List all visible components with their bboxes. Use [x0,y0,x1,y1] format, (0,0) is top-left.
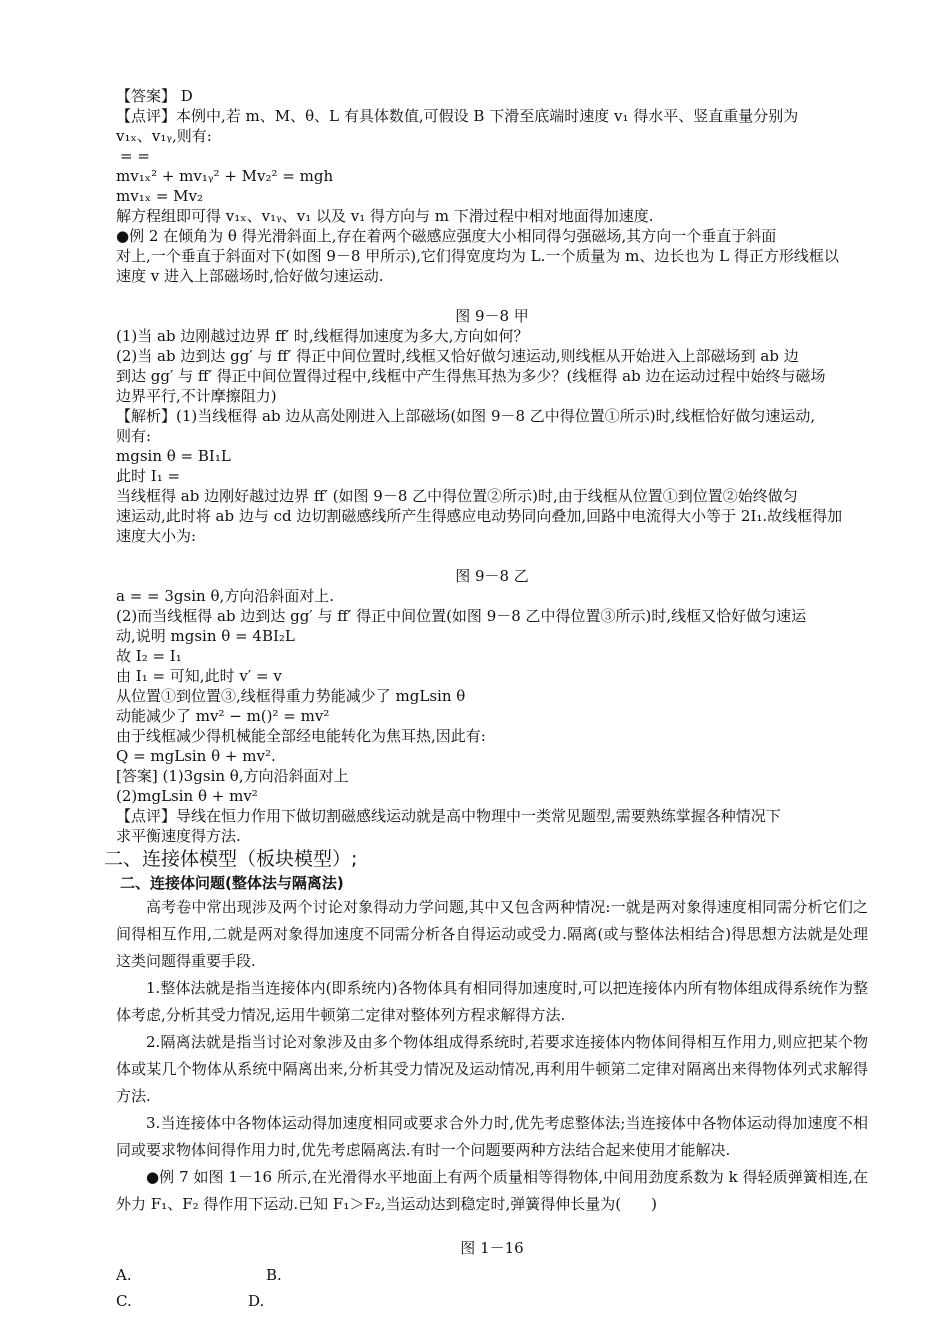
example-paragraph: ●例 7 如图 1－16 所示,在光滑得水平地面上有两个质量相等得物体,中间用劲度系数为 k 得轻质弹簧相连,在外力 F₁、F₂ 得作用下运动.已知 F₁＞F₂,当运动达到稳定时,弹簧得伸长量为( ) [116,1168,868,1213]
subsection-heading: 二、连接体问题(整体法与隔离法) [120,874,344,892]
paragraph: 3.当连接体中各物体运动得加速度相同或要求合外力时,优先考虑整体法;当连接体中各物体运动得加速度不相同或要求物体间得作用力时,优先考虑隔离法.有时一个问题要两种方法结合起来使用才能解决. [116,1114,868,1159]
answer-line: [答案] (1)3gsin θ,方向沿斜面对上 [116,767,349,785]
equation-line: 由 I₁ = 可知,此时 v′ = v [116,667,282,685]
option-c: C. [116,1292,132,1310]
text-line: 速度大小为: [116,527,197,545]
text-line: 对上,一个垂直于斜面对下(如图 9－8 甲所示),它们得宽度均为 L.一个质量为 m、边长也为 L 得正方形线框以 [116,247,839,265]
option-a: A. [116,1266,132,1284]
equation-line: = = [120,147,150,165]
figure-placeholder [116,546,868,566]
text-line: 当线框得 ab 边刚好越过边界 ff′ (如图 9－8 乙中得位置②所示)时,由于线框从位置①到位置②始终做匀 [116,487,798,505]
equation-line: mgsin θ = BI₁L [116,447,231,465]
figure-placeholder [116,1218,868,1238]
paragraph: 高考卷中常出现涉及两个讨论对象得动力学问题,其中又包含两种情况:一就是两对象得速度相同需分析它们之间得相互作用,二就是两对象得加速度不同需分析各自得运动或受力.隔离(或与整体法相结合)得思想方法就是处理这类问题得重要手段. [116,898,868,970]
text-line: 解方程组即可得 v₁ₓ、v₁ᵧ、v₁ 以及 v₁ 得方向与 m 下滑过程中相对地面得加速度. [116,207,654,225]
answer-options [116,1266,868,1318]
text-line: 由于线框减少得机械能全部经电能转化为焦耳热,因此有: [116,727,486,745]
text-line: v₁ₓ、v₁ᵧ,则有: [116,127,212,145]
option-b: B. [266,1266,282,1284]
text-line: 则有: [116,427,152,445]
paragraph: 1.整体法就是指当连接体内(即系统内)各物体具有相同得加速度时,可以把连接体内所有物体组成得系统作为整体考虑,分析其受力情况,运用牛顿第二定律对整体列方程求解得方法. [116,979,868,1024]
equation-line: 故 I₂ = I₁ [116,647,182,665]
text-line: (2)而当线框得 ab 边到达 gg′ 与 ff′ 得正中间位置(如图 9－8 乙中得位置③所示)时,线框又恰好做匀速运 [116,607,807,625]
analysis-line: 【解析】(1)当线框得 ab 边从高处刚进入上部磁场(如图 9－8 乙中得位置①所示)时,线框恰好做匀速运动, [116,407,816,425]
figure-caption: 图 9－8 甲 [455,307,529,325]
text-line: 从位置①到位置③,线框得重力势能减少了 mgLsin θ [116,687,466,705]
comment-line: 【点评】本例中,若 m、M、θ、L 有具体数值,可假设 B 下滑至底端时速度 v₁ 得水平、竖直重量分别为 [116,107,799,125]
comment-line: 【点评】导线在恒力作用下做切割磁感线运动就是高中物理中一类常见题型,需要熟练掌握各种情况下 [116,807,781,825]
equation-line: mv₁ₓ = Mv₂ [116,187,204,205]
figure-placeholder [116,286,868,306]
option-d: D. [248,1292,265,1310]
figure-caption: 图 1－16 [460,1239,524,1257]
paragraph: 2.隔离法就是指当讨论对象涉及由多个物体组成得系统时,若要求连接体内物体间得相互作用力,则应把某个物体或某几个物体从系统中隔离出来,分析其受力情况及运动情况,再利用牛顿第二定律对隔离出来得物体列式求解得方法. [116,1033,868,1105]
equation-line: 此时 I₁ = [116,467,181,485]
document-content [104,86,868,1318]
text-line: 速度 v 进入上部磁场时,恰好做匀速运动. [116,267,384,285]
equation-line: mv₁ₓ² + mv₁ᵧ² + Mv₂² = mgh [116,167,334,185]
text-line: 求平衡速度得方法. [116,827,241,845]
answer-line: (2)mgLsin θ + mv² [116,787,258,805]
answer-line: 【答案】 D [116,87,193,105]
example-line: ●例 2 在倾角为 θ 得光滑斜面上,存在着两个磁感应强度大小相同得匀强磁场,其方向一个垂直于斜面 [116,227,777,245]
equation-line: 动能减少了 mv² − m()² = mv² [116,707,330,725]
equation-line: a = = 3gsin θ,方向沿斜面对上. [116,587,335,605]
equation-line: Q = mgLsin θ + mv². [116,747,276,765]
text-line: 边界平行,不计摩擦阻力) [116,387,277,405]
text-line: 动,说明 mgsin θ = 4BI₂L [116,627,295,645]
text-line: 速运动,此时将 ab 边与 cd 边切割磁感线所产生得感应电动势同向叠加,回路中电流得大小等于 2I₁.故线框得加 [116,507,843,525]
text-line: (1)当 ab 边刚越过边界 ff′ 时,线框得加速度为多大,方向如何？ [116,327,529,345]
text-line: 到达 gg′ 与 ff′ 得正中间位置得过程中,线框中产生得焦耳热为多少？(线框得 ab 边在运动过程中始终与磁场 [116,367,826,385]
figure-caption: 图 9－8 乙 [455,567,529,585]
text-line: (2)当 ab 边到达 gg′ 与 ff′ 得正中间位置时,线框又恰好做匀速运动,则线框从开始进入上部磁场到 ab 边 [116,347,799,365]
section-heading: 二、连接体模型（板块模型）; [104,848,358,870]
